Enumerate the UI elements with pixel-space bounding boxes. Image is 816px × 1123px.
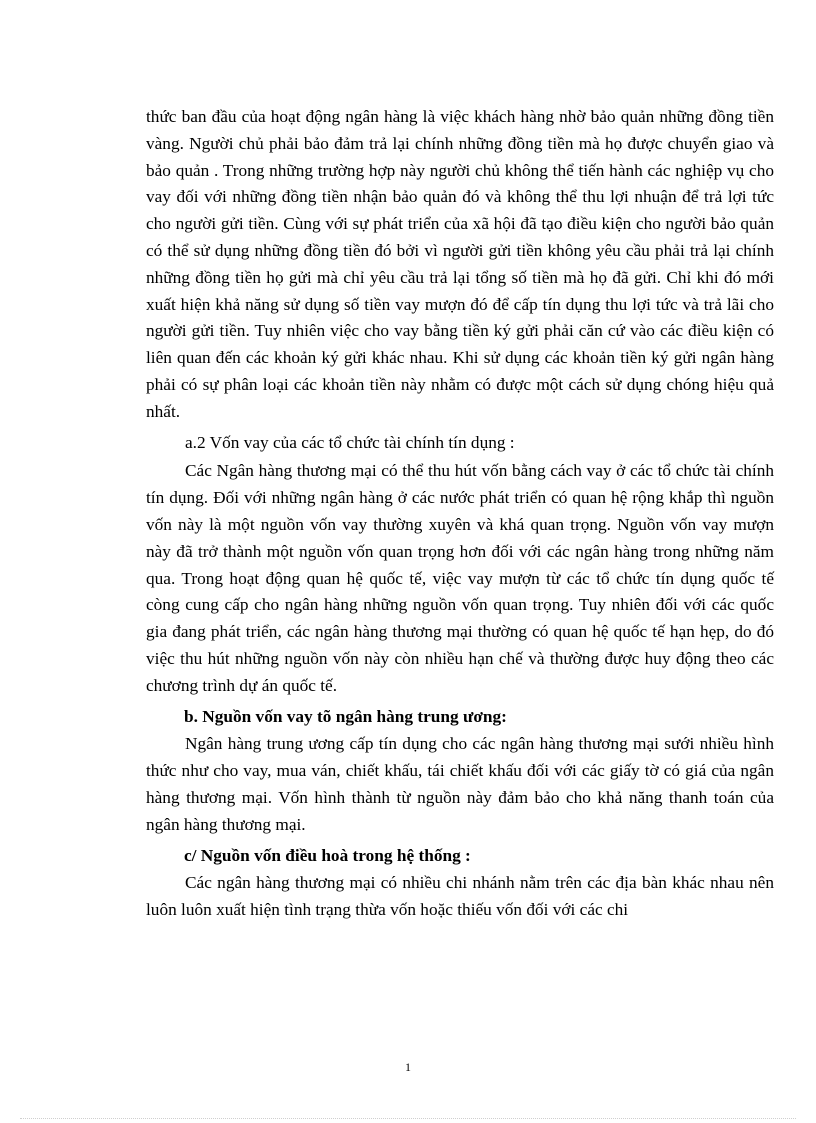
subheading-a2-loans-from-credit-institutions: a.2 Vốn vay của các tổ chức tài chính tín dụng :	[185, 432, 515, 452]
paragraph-branch-capital: Các ngân hàng thương mại có nhiều chi nhánh nằm trên các địa bàn khác nhau nên luôn luôn xuất hiện tình trạng thừa vốn hoặc thiếu vốn đối với các chi	[146, 873, 774, 920]
heading-c-internal-capital-regulation: c/ Nguồn vốn điều hoà trong hệ thống :	[184, 845, 471, 865]
heading-b-central-bank-loans: b. Nguồn vốn vay tõ ngân hàng trung ương:	[184, 706, 507, 726]
page-bottom-edge	[20, 1118, 796, 1119]
page-body	[146, 104, 774, 924]
paragraph-central-bank-credit: Ngân hàng trung ương cấp tín dụng cho các ngân hàng thương mại sưới nhiều hình thức như cho vay, mua ván, chiết khấu, tái chiết khấu đối với các giấy tờ có giá của ngân hàng thương mại. Vốn hình thành từ nguồn này đảm bảo cho khả năng thanh toán của ngân hàng thương mại.	[146, 734, 774, 834]
paragraph-deposit-history: thức ban đầu của hoạt động ngân hàng là việc khách hàng nhờ bảo quản những đồng tiền vàng. Người chủ phải bảo đảm trả lại chính những đồng tiền mà họ được chuyển giao và bảo quản . Trong những trường hợp này người chủ không thể tiến hành các nghiệp vụ cho vay đối với những đồng tiền nhận bảo quản đó và không thể thu lợi nhuận để trả lợi tức cho người gửi tiền. Cùng với sự phát triển của xã hội đã tạo điều kiện cho người bảo quản có thể sử dụng những đồng tiền đó bởi vì người gửi tiền không yêu cầu phải trả lại chính những đồng tiền họ gửi mà chỉ yêu cầu trả lại tổng số tiền mà họ đã gửi. Chỉ khi đó mới xuất hiện khả năng sử dụng số tiền vay mượn đó để cấp tín dụng thu lợi tức và trả lãi cho người gửi tiền. Tuy nhiên việc cho vay bằng tiền ký gửi phải căn cứ vào các điều kiện có liên quan đến các khoản ký gửi khác nhau. Khi sử dụng các khoản tiền ký gửi ngân hàng phải có sự phân loại các khoản tiền này nhằm có được một cách sử dụng chóng hiệu quả nhất.	[146, 107, 774, 421]
page-number: 1	[405, 1060, 411, 1074]
paragraph-credit-institution-loans: Các Ngân hàng thương mại có thể thu hút vốn bằng cách vay ở các tổ chức tài chính tín dụng. Đối với những ngân hàng ở các nước phát triển có quan hệ rộng khắp thì nguồn vốn này là một nguồn vốn vay thường xuyên và khá quan trọng. Nguồn vốn vay mượn này đã trở thành một nguồn vốn quan trọng hơn đối với các ngân hàng trong những năm qua. Trong hoạt động quan hệ quốc tế, việc vay mượn từ các tổ chức tín dụng quốc tế còng cung cấp cho ngân hàng những nguồn vốn quan trọng. Tuy nhiên đối với các quốc gia đang phát triển, các ngân hàng thương mại thường có quan hệ quốc tế hạn hẹp, do đó việc thu hút những nguồn vốn này còn nhiều hạn chế và thường được huy động theo các chương trình dự án quốc tế.	[146, 461, 774, 695]
